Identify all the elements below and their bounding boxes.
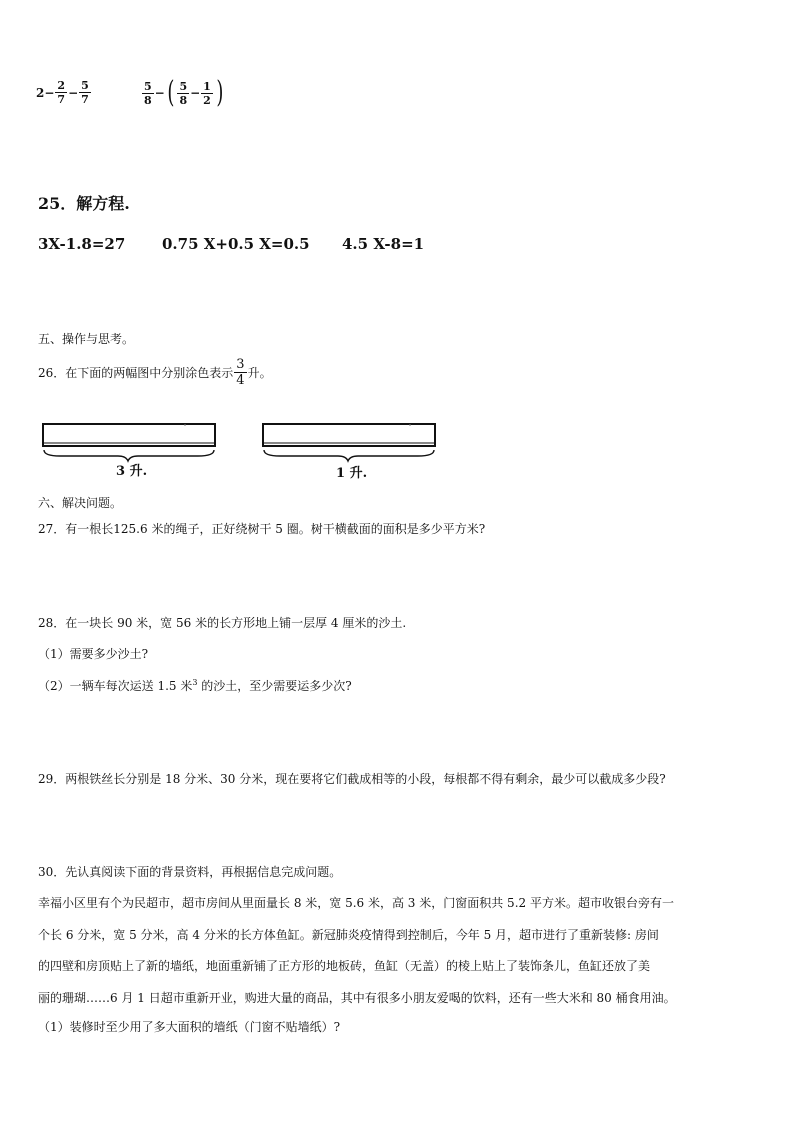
expr2-fraction-1: $\frac{5}{8}$	[144, 79, 152, 107]
expr2-operator-2: −	[190, 86, 201, 100]
equation-1: 3X-1.8=27	[38, 235, 126, 253]
expression-2	[141, 75, 226, 110]
section-6-heading: 六、解决问题。	[38, 496, 123, 510]
q30-paragraph-line-3: 的四壁和房顶贴上了新的墙纸，地面重新铺了正方形的地板砖，鱼缸（无盖）的棱上贴上了装饰条儿，鱼缸还放了美	[38, 959, 651, 973]
question-28: 28．在一块长 90 米，宽 56 米的长方形地上铺一层厚 4 厘米的沙土.	[38, 616, 407, 630]
cubic-superscript: 3	[192, 678, 198, 687]
expression-1	[36, 80, 92, 105]
question-27: 27．有一根长125.6 米的绳子，正好绕树干 5 圈。树干横截面的面积是多少平方米?	[38, 522, 486, 536]
question-30: 30．先认真阅读下面的背景资料，再根据信息完成问题。	[38, 865, 342, 879]
q30-paragraph-line-4: 丽的珊瑚……6 月 1 日超市重新开业，购进大量的商品，其中有很多小朋友爱喝的饮料，还有一些大米和 80 桶食用油。	[38, 991, 676, 1005]
q26-fraction: $\frac{3}{4}$	[236, 357, 245, 388]
equation-3: 4.5 X-8=1	[342, 235, 425, 253]
expr2-operator: −	[154, 86, 165, 100]
q26-text-after: 升。	[247, 366, 272, 380]
question-30-part-1: （1）装修时至少用了多大面积的墙纸（门窗不贴墙纸）?	[38, 1020, 341, 1034]
question-26	[38, 358, 272, 387]
q30-paragraph-line-1: 幸福小区里有个为民超市，超市房间从里面量长 8 米，宽 5.6 米，高 3 米，门窗面积共 5.2 平方米。超市收银台旁有一	[38, 896, 674, 910]
question-25-heading: 25．解方程.	[38, 194, 130, 213]
expr1-fraction-1: $\frac{2}{7}$	[57, 79, 66, 106]
q26-text: 26．在下面的两幅图中分别涂色表示	[38, 366, 234, 380]
question-28-part-2: （2）一辆车每次运送 1.5 米$^3$ 的沙土，至少需要运多少次?	[38, 678, 352, 693]
question-28-part-1: （1）需要多少沙土?	[38, 647, 149, 661]
expr1-fraction-2: $\frac{5}{7}$	[81, 79, 89, 106]
bar-1-liter-caption: 1 升.	[336, 466, 368, 481]
expr1-lead: 2−	[36, 85, 55, 100]
question-29: 29．两根铁丝长分别是 18 分米、30 分米，现在要将它们截成相等的小段，每根都不得有剩余，最少可以截成多少段?	[38, 772, 666, 786]
expr2-right-paren: )	[216, 75, 224, 110]
expr2-left-paren: (	[167, 75, 175, 110]
section-5-heading: 五、操作与思考。	[38, 332, 135, 346]
bar-3-liters-caption: 3 升.	[116, 464, 148, 479]
expr2-fraction-2: $\frac{5}{8}$	[179, 79, 188, 107]
equation-2: 0.75 X+0.5 X=0.5	[162, 235, 310, 253]
q30-paragraph-line-2: 个长 6 分米，宽 5 分米，高 4 分米的长方体鱼缸。新冠肺炎疫情得到控制后，今年 5 月，超市进行了重新装修: 房间	[38, 928, 659, 942]
expr2-fraction-3: $\frac{1}{2}$	[203, 79, 211, 107]
expr1-operator: −	[68, 85, 79, 100]
